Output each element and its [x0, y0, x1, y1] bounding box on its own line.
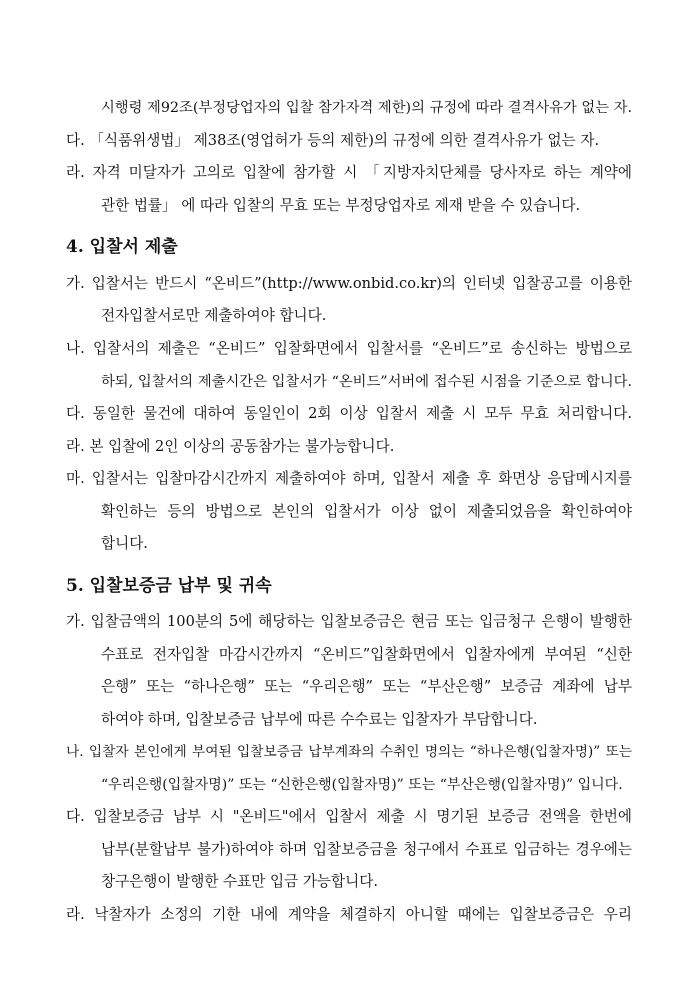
section-heading: 4. 입찰서 제출	[66, 237, 178, 257]
paragraph-line: 가. 입찰금액의 100분의 5에 해당하는 입찰보증금은 현금 또는 입금청구 은행이 발행한	[66, 613, 632, 630]
paragraph-line: 시행령 제92조(부정당업자의 입찰 참가자격 제한)의 규정에 따라 결격사유가 없는 자.	[101, 100, 632, 116]
paragraph-line: 다. 「식품위생법」 제38조(영업허가 등의 제한)의 규정에 의한 결격사유가 없는 자.	[66, 132, 600, 149]
paragraph-line: 나. 입찰서의 제출은 “온비드” 입찰화면에서 입찰서를 “온비드”로 송신하는 방법으로	[66, 340, 632, 357]
paragraph-line: 창구은행이 발행한 수표만 입금 가능합니다.	[101, 873, 378, 890]
paragraph-line: 합니다.	[101, 535, 148, 552]
paragraph-line: 나. 입찰자 본인에게 부여된 입찰보증금 납부계좌의 수취인 명의는 “하나은행(입찰자명)” 또는	[66, 744, 632, 760]
paragraph-line: 확인하는 등의 방법으로 본인의 입찰서가 이상 없이 제출되었음을 확인하여야	[101, 503, 632, 520]
paragraph-line: 수표로 전자입찰 마감시간까지 “온비드”입찰화면에서 입찰자에게 부여된 “신한	[101, 646, 632, 663]
paragraph-line: 은행” 또는 “하나은행” 또는 “우리은행” 또는 “부산은행” 보증금 계좌에 납부	[101, 678, 632, 695]
paragraph-line: 가. 입찰서는 반드시 “온비드”(http://www.onbid.co.kr)의 인터넷 입찰공고를 이용한	[66, 275, 632, 292]
paragraph-line: “우리은행(입찰자명)” 또는 “신한은행(입찰자명)” 또는 “부산은행(입찰자명)” 입니다.	[101, 777, 623, 793]
paragraph-line: 라. 낙찰자가 소정의 기한 내에 계약을 체결하지 아니할 때에는 입찰보증금은 우리	[66, 906, 632, 923]
paragraph-line: 납부(분할납부 불가)하여야 하며 입찰보증금을 청구에서 수표로 입금하는 경우에는	[101, 841, 632, 858]
paragraph-line: 라. 본 입찰에 2인 이상의 공동참가는 불가능합니다.	[66, 438, 395, 455]
section-heading: 5. 입찰보증금 납부 및 귀속	[66, 576, 272, 596]
paragraph-line: 마. 입찰서는 입찰마감시간까지 제출하여야 하며, 입찰서 제출 후 화면상 응답메시지를	[66, 470, 632, 487]
paragraph-line: 라. 자격 미달자가 고의로 입찰에 참가할 시 「지방자치단체를 당사자로 하는 계약에	[66, 164, 632, 181]
paragraph-line: 하되, 입찰서의 제출시간은 입찰서가 “온비드”서버에 접수된 시점을 기준으로 합니다.	[101, 374, 632, 390]
paragraph-line: 하여야 하며, 입찰보증금 납부에 따른 수수료는 입찰자가 부담합니다.	[101, 711, 538, 728]
paragraph-line: 다. 동일한 물건에 대하여 동일인이 2회 이상 입찰서 제출 시 모두 무효 처리합니다.	[66, 405, 632, 422]
paragraph-line: 다. 입찰보증금 납부 시 "온비드"에서 입찰서 제출 시 명기된 보증금 전액을 한번에	[66, 808, 632, 825]
paragraph-line: 관한 법률」 에 따라 입찰의 무효 또는 부정당업자로 제재 받을 수 있습니다.	[101, 197, 581, 214]
paragraph-line: 전자입찰서로만 제출하여야 합니다.	[101, 307, 327, 324]
